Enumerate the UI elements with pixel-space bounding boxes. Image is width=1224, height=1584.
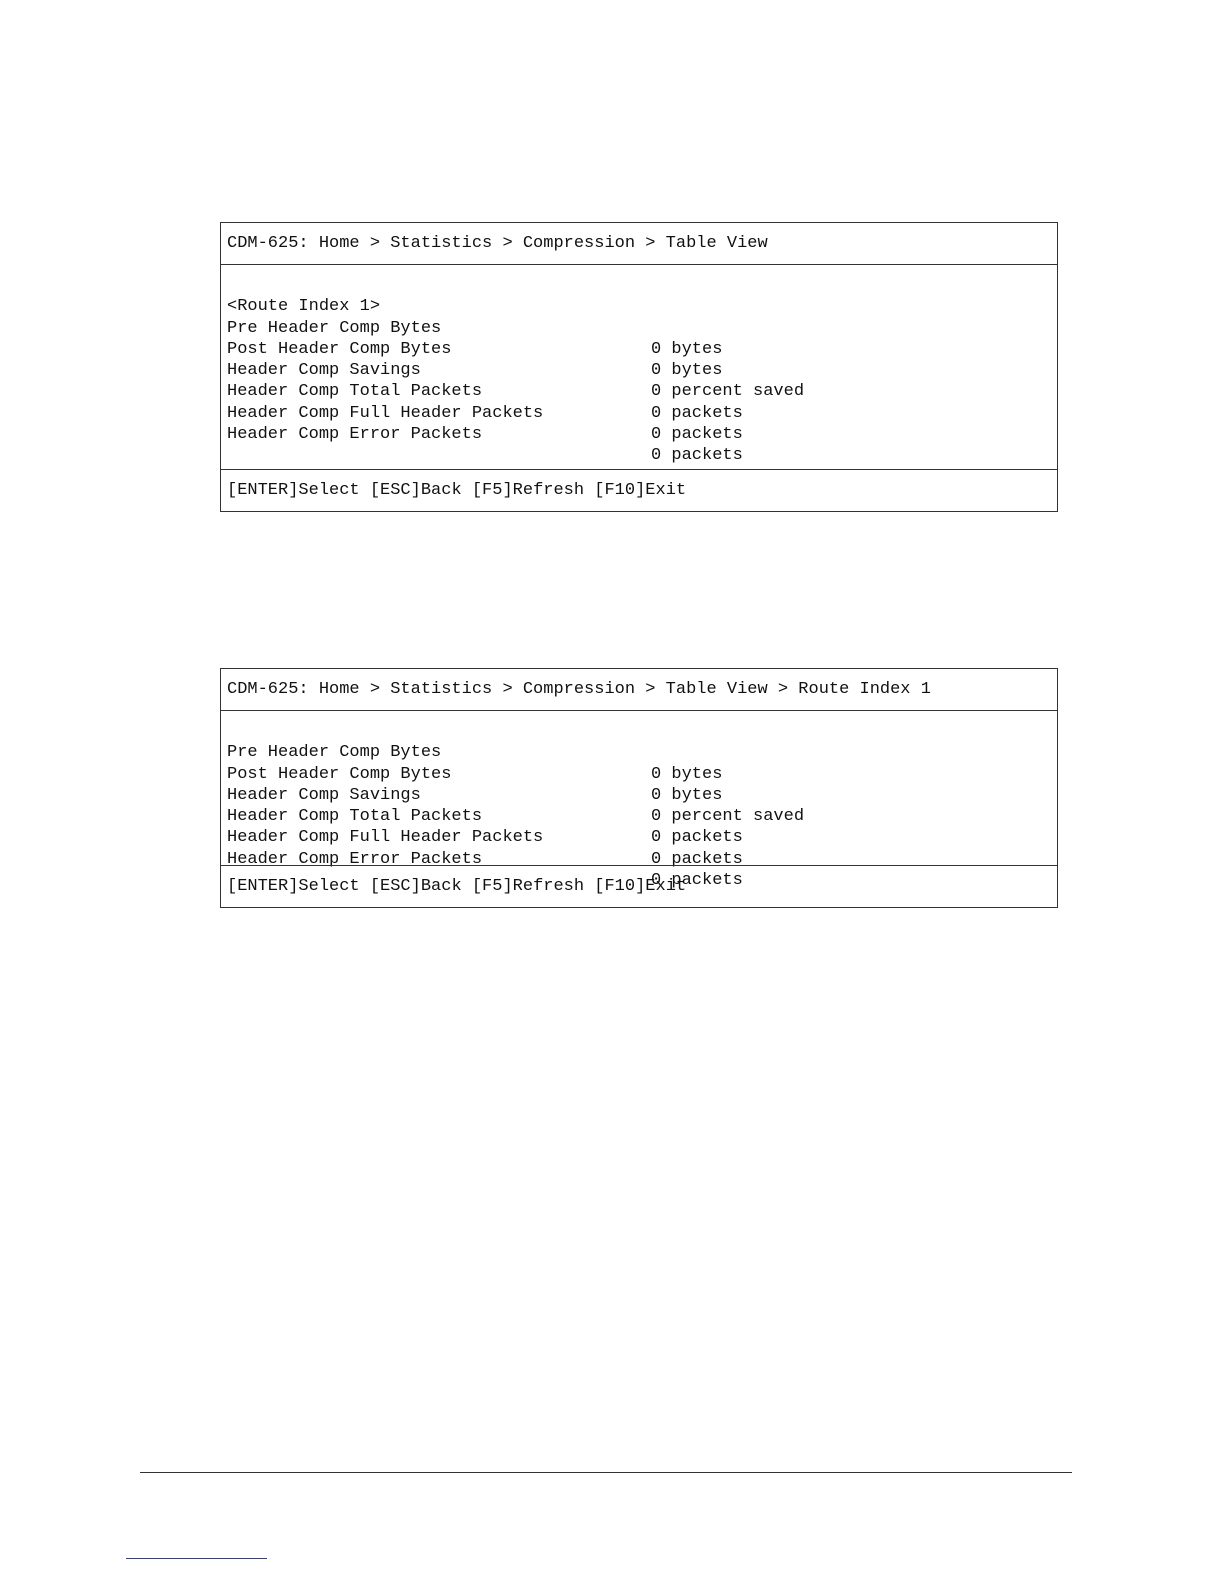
stat-value: 0 percent saved [651,382,805,402]
stat-row [227,403,1057,466]
esc-back-key[interactable]: [ESC]Back [369,877,462,896]
f5-refresh-key[interactable]: [F5]Refresh [471,877,585,896]
stat-label: Header Comp Error Packets [227,425,483,445]
stat-value: 0 packets [651,446,743,466]
stat-value: 0 packets [651,828,743,848]
page-footer-divider [140,1472,1072,1473]
stat-label: Header Comp Total Packets [227,807,483,827]
stat-label: Post Header Comp Bytes [227,339,452,359]
stat-value: 0 bytes [651,764,723,784]
stat-value: 0 bytes [651,339,723,359]
key-help-bar [221,469,1057,511]
enter-select-key[interactable]: [ENTER]Select [227,877,360,896]
stat-label: Pre Header Comp Bytes [227,318,442,338]
stat-value: 0 packets [651,425,743,445]
stat-value: 0 packets [651,403,743,423]
stat-value: 0 bytes [651,361,723,381]
stat-value: 0 bytes [651,785,723,805]
terminal-screen-table-view [220,222,1058,512]
f10-exit-key[interactable]: [F10]Exit [594,481,687,500]
stat-value: 0 packets [651,871,743,891]
f10-exit-key[interactable]: [F10]Exit [594,877,687,896]
esc-back-key[interactable]: [ESC]Back [369,481,462,500]
stat-label: Header Comp Savings [227,785,421,805]
terminal-screen-route-index [220,668,1058,908]
stat-label: Header Comp Full Header Packets [227,828,544,848]
stat-value: 0 packets [651,849,743,869]
route-index-label: <Route Index 1> [227,297,381,317]
stat-value: 0 percent saved [651,807,805,827]
footer-link-underline [126,1558,267,1559]
route-index-header[interactable] [227,275,1057,317]
screen-title: CDM-625: Home > Statistics > Compression > Table View [221,223,1057,265]
stat-label: Header Comp Full Header Packets [227,403,544,423]
stat-label: Header Comp Total Packets [227,382,483,402]
stat-label: Header Comp Error Packets [227,849,483,869]
stat-label: Header Comp Savings [227,361,421,381]
stat-label: Pre Header Comp Bytes [227,743,442,763]
f5-refresh-key[interactable]: [F5]Refresh [471,481,585,500]
statistics-list [221,265,1057,468]
stat-label: Post Header Comp Bytes [227,764,452,784]
screen-title: CDM-625: Home > Statistics > Compression > Table View > Route Index 1 [221,669,1057,711]
key-help-bar [221,865,1057,907]
enter-select-key[interactable]: [ENTER]Select [227,481,360,500]
